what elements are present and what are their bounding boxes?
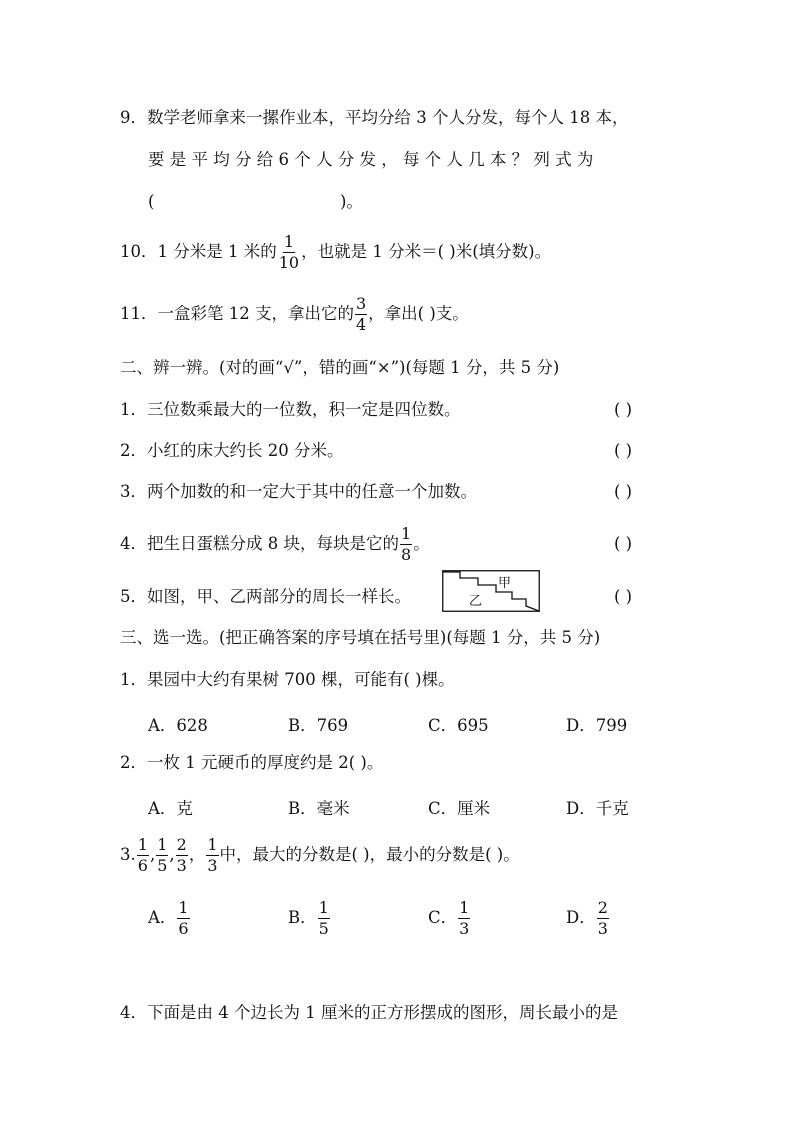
sec3-q2-option-d: D．千克 [566, 799, 629, 818]
sec3-q3-option-a [148, 898, 191, 938]
figure-label-yi: 乙 [469, 594, 483, 609]
sec3-q3-option-d-num: 2 [597, 898, 608, 917]
q9-line1: 9．数学老师拿来一摞作业本，平均分给 3 个人分发，每个人 18 本， [120, 108, 629, 127]
sec3-q2-stem: 2．一枚 1 元硬币的厚度约是 2( )。 [120, 753, 384, 772]
sec2-item-4-text: 4．把生日蛋糕分成 8 块，每块是它的 [120, 534, 399, 553]
sec3-q3-option-d-label: D． [566, 908, 596, 927]
sec2-item-3: 3．两个加数的和一定大于其中的任意一个加数。 [120, 482, 477, 501]
sec3-q3-frac-1-num: 1 [137, 835, 148, 854]
sec3-q3-option-b-label: B． [288, 908, 317, 927]
sec3-q4-stem: 4．下面是由 4 个边长为 1 厘米的正方形摆成的图形，周长最小的是 [120, 1003, 618, 1022]
sec2-item-4-fraction [400, 526, 412, 563]
q11-frac-den: 4 [355, 315, 367, 334]
sec3-q1-option-c: C．695 [428, 716, 489, 735]
q10 [120, 232, 551, 272]
sec3-q3-stem [120, 835, 520, 875]
sec2-item-4-frac-den: 8 [401, 545, 412, 564]
figure-label-jia: 甲 [498, 576, 512, 591]
sec2-answer-3: ( ) [614, 482, 633, 501]
sec2-item-4-post: 。 [413, 534, 430, 553]
sec3-q3-option-b-num: 1 [318, 898, 329, 917]
sec3-q3-frac-3-den: 3 [176, 856, 187, 875]
q9-line3-open: ( [148, 192, 155, 211]
sec3-q3-option-b-den: 5 [318, 919, 329, 938]
sec2-heading: 二、辨一辨。(对的画“√”，错的画“×”)(每题 1 分，共 5 分) [120, 358, 560, 377]
sec3-q3-option-d-frac [597, 900, 609, 937]
q11-post: ，拿出( )支。 [368, 304, 469, 323]
sec3-q3-frac-3 [176, 837, 188, 874]
sec3-q3-option-a-den: 6 [178, 919, 189, 938]
q11-frac-num: 3 [355, 294, 367, 313]
sec2-item-4 [120, 524, 430, 564]
sec3-q3-option-d-den: 3 [597, 919, 608, 938]
sec3-q3-sep-2: , [169, 845, 175, 864]
sec3-q3-frac-2-num: 1 [157, 835, 168, 854]
sec3-q3-option-c-num: 1 [459, 898, 470, 917]
sec3-q3-option-b-frac [318, 900, 330, 937]
sec2-answer-2: ( ) [614, 441, 633, 460]
q11-pre: 11．一盒彩笔 12 支，拿出它的 [120, 304, 354, 323]
sec3-q3-option-a-num: 1 [178, 898, 189, 917]
sec3-q3-prefix: 3. [120, 845, 136, 864]
q10-fraction [278, 234, 300, 271]
sec3-q3-option-a-frac [177, 900, 189, 937]
sec3-q3-frac-1-den: 6 [137, 856, 148, 875]
sec2-item-1: 1．三位数乘最大的一位数，积一定是四位数。 [120, 400, 461, 419]
sec3-q1-option-b: B．769 [288, 716, 349, 735]
sec3-q2-option-a: A．克 [148, 799, 193, 818]
sec3-q1-option-d: D．799 [566, 716, 628, 735]
sec3-q3-frac-2 [156, 837, 168, 874]
sec3-q3-frac-3-num: 2 [176, 835, 187, 854]
sec2-item-4-frac-num: 1 [401, 524, 412, 543]
sec3-q3-option-c-den: 3 [459, 919, 470, 938]
sec2-answer-1: ( ) [614, 400, 633, 419]
sec3-q3-frac-4-den: 3 [207, 856, 218, 875]
sec3-q3-option-a-label: A． [148, 908, 177, 927]
sec3-q3-sep-3: ， [188, 845, 206, 864]
sec2-item-5: 5．如图，甲、乙两部分的周长一样长。 [120, 587, 411, 606]
sec2-answer-4: ( ) [614, 534, 633, 553]
q10-post: ，也就是 1 分米＝( )米(填分数)。 [301, 242, 552, 261]
sec3-q3-frac-1 [137, 837, 149, 874]
sec3-q3-frac-2-den: 5 [157, 856, 168, 875]
q10-frac-num: 1 [283, 232, 294, 251]
q11 [120, 294, 469, 334]
sec3-q2-option-b: B．毫米 [288, 799, 350, 818]
sec3-q3-sep-1: , [149, 845, 156, 864]
sec3-q1-stem: 1．果园中大约有果树 700 棵，可能有( )棵。 [120, 670, 455, 689]
sec2-item-2: 2．小红的床大约长 20 分米。 [120, 441, 344, 460]
sec3-q3-option-d [566, 898, 610, 938]
q10-frac-den: 10 [278, 253, 300, 272]
staircase-figure [442, 570, 540, 612]
sec3-q3-option-c-label: C． [428, 908, 458, 927]
sec3-q3-option-c-frac [458, 900, 470, 937]
q9-line2: 要 是 平 均 分 给 6 个 人 分 发 ， 每 个 人 几 本 ？ 列 式 为 [148, 150, 594, 169]
sec3-q2-option-c: C．厘米 [428, 799, 491, 818]
sec3-q3-frac-4 [206, 837, 218, 874]
q9-line3-close: )。 [340, 192, 363, 211]
q11-fraction [355, 296, 367, 333]
sec3-q3-post: 中，最大的分数是( )，最小的分数是( )。 [219, 845, 520, 864]
sec2-answer-5: ( ) [614, 587, 633, 606]
sec3-q1-option-a: A．628 [148, 716, 208, 735]
sec3-heading: 三、选一选。(把正确答案的序号填在括号里)(每题 1 分，共 5 分) [120, 628, 601, 647]
sec3-q3-frac-4-num: 1 [207, 835, 218, 854]
sec3-q3-option-b [288, 898, 331, 938]
q10-pre: 10．1 分米是 1 米的 [120, 242, 277, 261]
sec3-q3-option-c [428, 898, 471, 938]
